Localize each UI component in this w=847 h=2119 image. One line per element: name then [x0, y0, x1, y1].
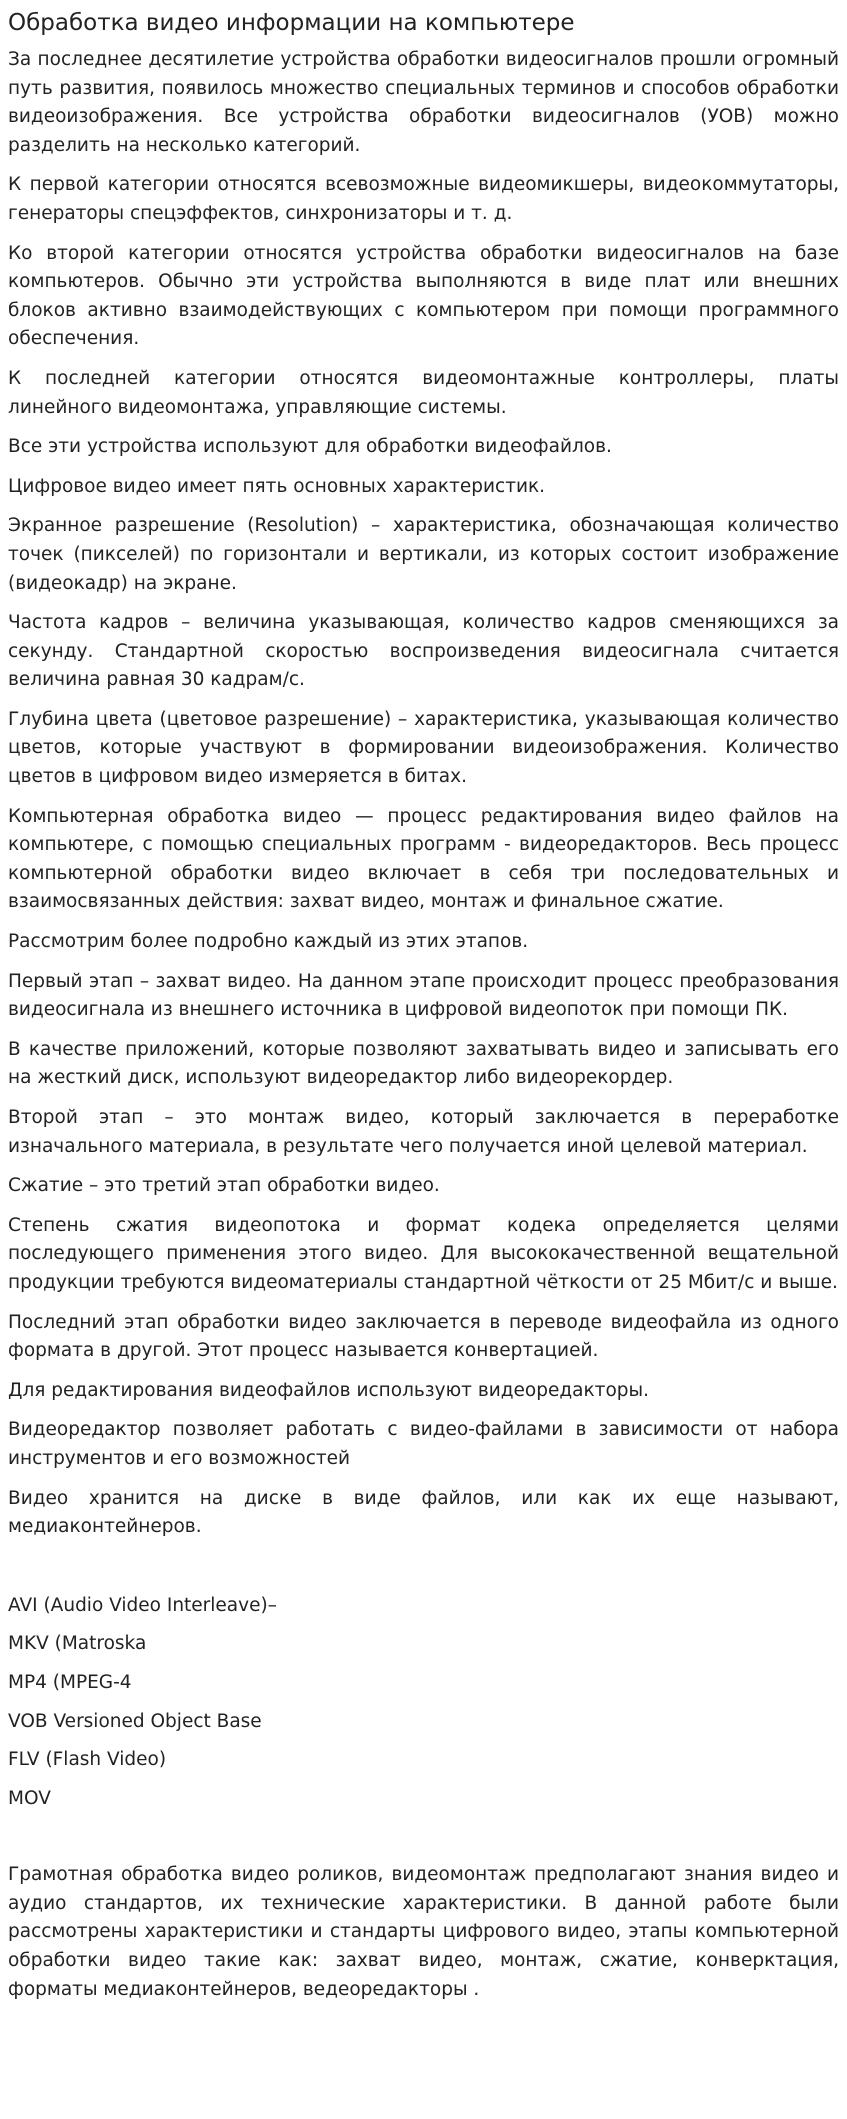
- paragraph: Второй этап – это монтаж видео, который заключается в переработке изначального материала, в результате чего получается иной целевой материал.: [8, 1107, 839, 1157]
- container-format-list: [8, 1592, 839, 1814]
- paragraph: Первый этап – захват видео. На данном этапе происходит процесс преобразования видеосигнала из внешнего источника в цифровой видеопоток при помощи ПК.: [8, 970, 839, 1021]
- format-item: AVI (Audio Video Interleave)–: [8, 1594, 277, 1616]
- paragraph: Для редактирования видеофайлов используют видеоредакторы.: [8, 1379, 649, 1401]
- paragraph: Видеоредактор позволяет работать с видео-файлами в зависимости от набора инструментов и его возможностей: [8, 1419, 839, 1469]
- format-item: MP4 (MPEG-4: [8, 1671, 132, 1693]
- conclusion-paragraph: Грамотная обработка видео роликов, видеомонтаж предполагают знания видео и аудио стандартов, их технические характеристики. В данной работе были рассмотрены характеристики и стандарты цифрового видео, этапы компьютерной обработки видео такие как: захват видео, монтаж, сжатие, конверктация, форматы медиаконтейнеров, ведеоредакторы .: [8, 1864, 839, 2000]
- format-item: MKV (Matroska: [8, 1633, 147, 1655]
- paragraph: Ко второй категории относятся устройства обработки видеосигналов на базе компьютеров. Обычно эти устройства выполняются в виде плат или внешних блоков активно взаимодействующих с компьютером при помощи программного обеспечения.: [8, 242, 839, 350]
- format-item: FLV (Flash Video): [8, 1749, 167, 1771]
- format-item: VOB Versioned Object Base: [8, 1710, 262, 1732]
- paragraph: В качестве приложений, которые позволяют захватывать видео и записывать его на жесткий диск, используют видеоредактор либо видеорекордер.: [8, 1038, 839, 1089]
- paragraph: Глубина цвета (цветовое разрешение) – характеристика, указывающая количество цветов, которые участвуют в формировании видеоизображения. Количество цветов в цифровом видео измеряется в битах.: [8, 708, 839, 788]
- paragraph: Экранное разрешение (Resolution) – характеристика, обозначающая количество точек (пикселей) по горизонтали и вертикали, из которых состоит изображение (видеокадр) на экране.: [8, 515, 839, 594]
- paragraph: За последнее десятилетие устройства обработки видеосигналов прошли огромный путь развития, появилось множество специальных терминов и способов обработки видеоизображения. Все устройства обработки видеосигналов (УОВ) можно разделить на несколько категорий.: [8, 49, 839, 156]
- format-item: MOV: [8, 1787, 51, 1809]
- paragraph: Рассмотрим более подробно каждый из этих этапов.: [8, 931, 529, 953]
- paragraph: Видео хранится на диске в виде файлов, или как их еще называют, медиаконтейнеров.: [8, 1487, 839, 1538]
- paragraph: Степень сжатия видеопотока и формат кодека определяется целями последующего применения этого видео. Для высококачественной вещательной продукции требуются видеоматериалы стандартной чёткости от 25 Мбит/с и выше.: [8, 1214, 839, 1293]
- paragraph: Цифровое видео имеет пять основных характеристик.: [8, 475, 546, 497]
- paragraph: Все эти устройства используют для обработки видеофайлов.: [8, 436, 612, 458]
- document-title: Обработка видео информации на компьютере: [8, 10, 575, 36]
- paragraph: Компьютерная обработка видео — процесс редактирования видео файлов на компьютере, с помощью специальных программ - видеоредакторов. Весь процесс компьютерной обработки видео включает в себя три последовательных и взаимосвязанных действия: захват видео, монтаж и финальное сжатие.: [8, 805, 839, 913]
- paragraph: Последний этап обработки видео заключается в переводе видеофайла из одного формата в другой. Этот процесс называется конвертацией.: [8, 1311, 839, 1362]
- paragraph: К первой категории относятся всевозможные видеомикшеры, видеокоммутаторы, генераторы спецэффектов, синхронизаторы и т. д.: [8, 174, 839, 224]
- paragraph: Сжатие – это третий этап обработки видео.: [8, 1175, 440, 1197]
- paragraph: К последней категории относятся видеомонтажные контроллеры, платы линейного видеомонтажа, управляющие системы.: [8, 367, 839, 418]
- paragraph: Частота кадров – величина указывающая, количество кадров сменяющихся за секунду. Стандартной скоростью воспроизведения видеосигнала считается величина равная 30 кадрам/с.: [8, 612, 839, 691]
